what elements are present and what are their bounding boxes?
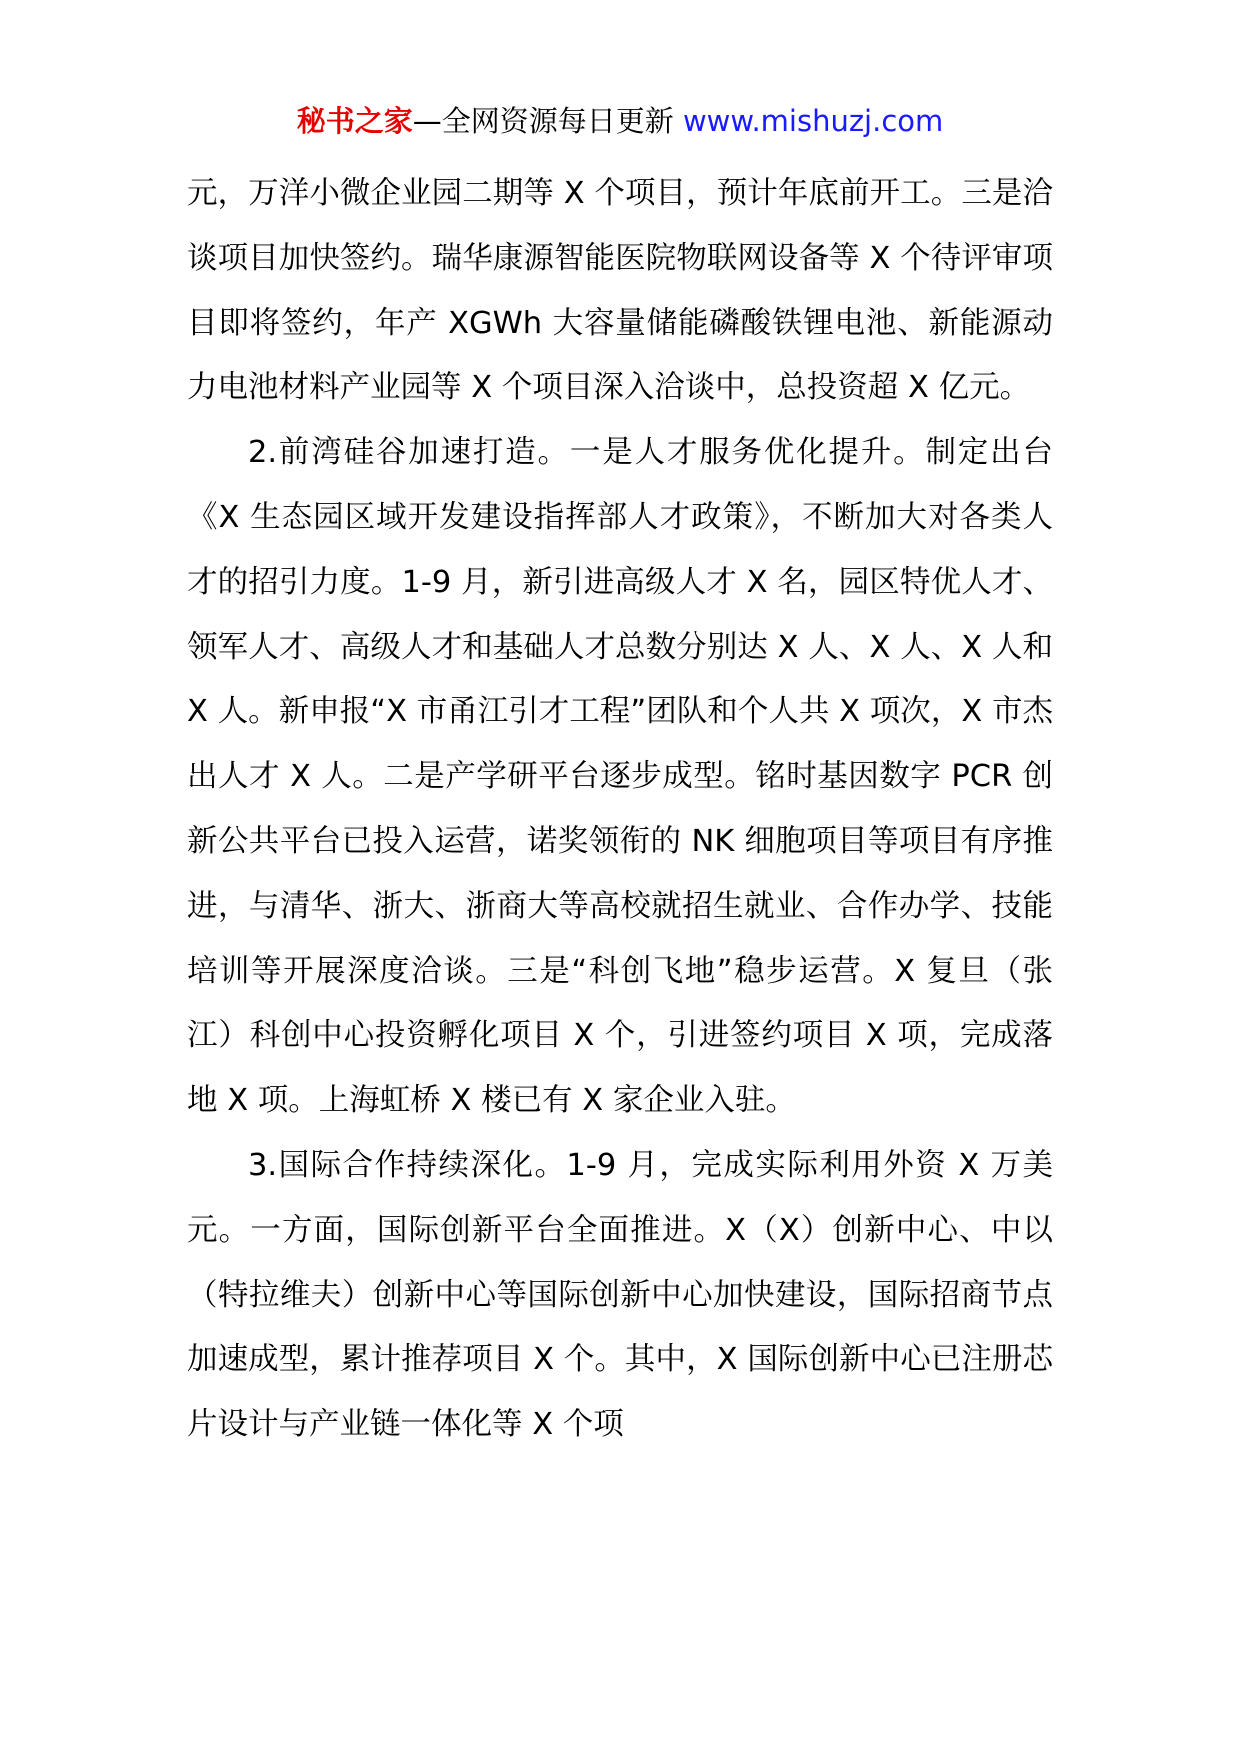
- paragraph-continued: 元，万洋小微企业园二期等 X 个项目，预计年底前开工。三是洽谈项目加快签约。瑞华康源智能医院物联网设备等 X 个待评审项目即将签约，年产 XGWh 大容量储能磷酸铁锂电池、新能源动力电池材料产业园等 X 个项目深入洽谈中，总投资超 X 亿元。: [187, 176, 1053, 406]
- site-header: [0, 101, 1240, 141]
- paragraph-international-cooperation: 3.国际合作持续深化。1-9 月，完成实际利用外资 X 万美元。一方面，国际创新平台全面推进。X（X）创新中心、中以（特拉维夫）创新中心等国际创新中心加快建设，国际招商节点加速成型，累计推荐项目 X 个。其中，X 国际创新中心已注册芯片设计与产业链一体化等 X 个项: [187, 1147, 1053, 1443]
- document-body: [187, 162, 1053, 1458]
- header-slogan: —全网资源每日更新: [412, 104, 683, 138]
- brand-name: 秘书之家: [296, 104, 413, 138]
- site-url-link[interactable]: www.mishuzj.com: [682, 104, 944, 138]
- paragraph-qianwan-silicon-valley: 2.前湾硅谷加速打造。一是人才服务优化提升。制定出台《X 生态园区域开发建设指挥部人才政策》，不断加大对各类人才的招引力度。1-9 月，新引进高级人才 X 名，园区特优人才、领军人才、高级人才和基础人才总数分别达 X 人、X 人、X 人和 X 人。新申报“X 市甬江引才工程”团队和个人共 X 项次，X 市杰出人才 X 人。二是产学研平台逐步成型。铭时基因数字 PCR 创新公共平台已投入运营，诺奖领衔的 NK 细胞项目等项目有序推进，与清华、浙大、浙商大等高校就招生就业、合作办学、技能培训等开展深度洽谈。三是“科创飞地”稳步运营。X 复旦（张江）科创中心投资孵化项目 X 个，引进签约项目 X 项，完成落地 X 项。上海虹桥 X 楼已有 X 家企业入驻。: [187, 435, 1053, 1119]
